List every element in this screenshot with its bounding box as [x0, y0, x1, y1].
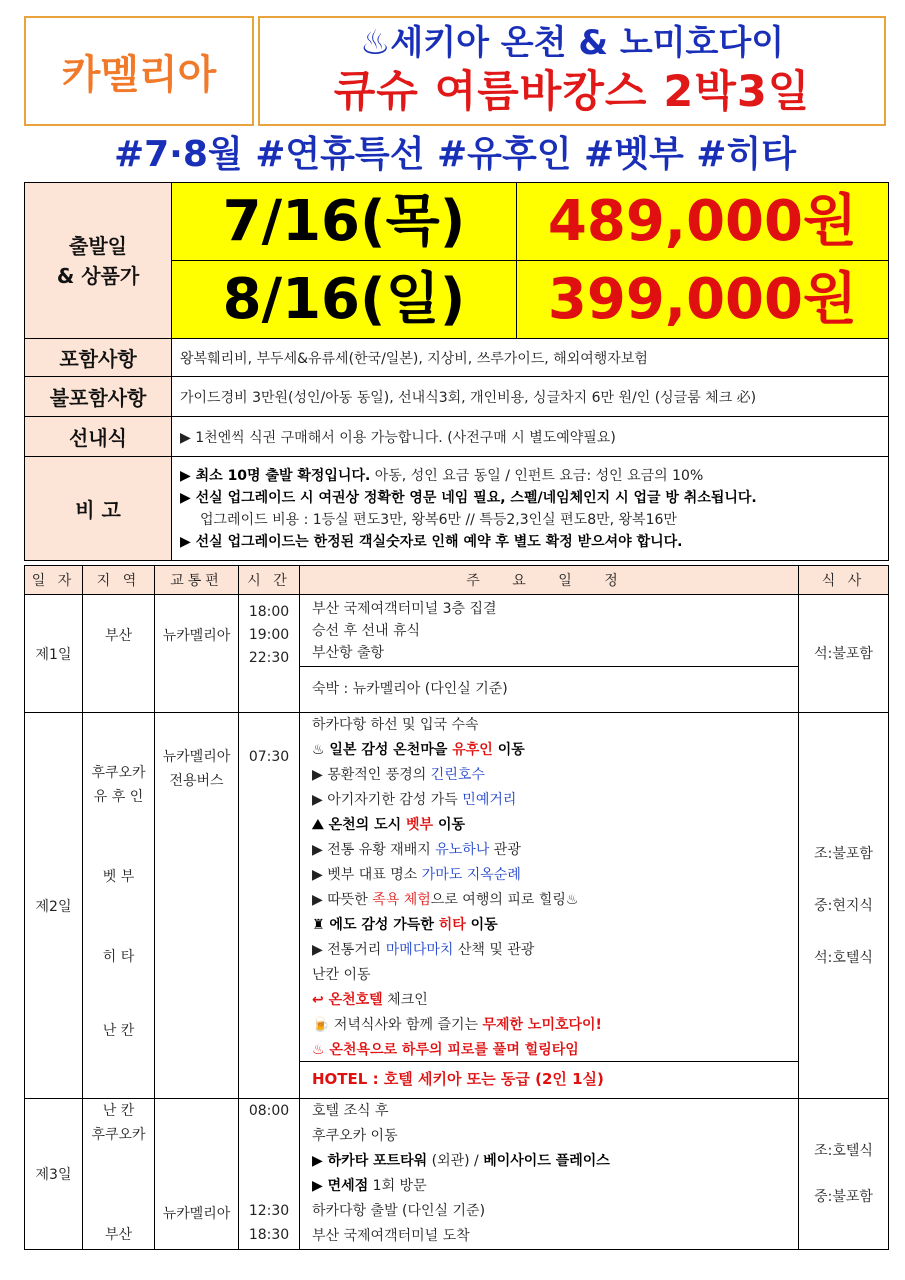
day1-meals: 석:불포함: [799, 595, 889, 713]
day2-meal-lunch: 중:현지식: [814, 897, 873, 914]
meal-label: 선내식: [25, 417, 172, 457]
departure-date-2: 8/16(일): [172, 261, 517, 339]
day3-row: [25, 1099, 889, 1250]
day2-region-nankan: 난 칸: [102, 1023, 135, 1039]
day1-item-3: 부산항 출항: [312, 645, 385, 661]
day3-region-fukuoka: 후쿠오카: [91, 1127, 146, 1143]
day2-transport-ferry: 뉴카멜리아: [162, 749, 231, 765]
day2-item-12: [312, 988, 786, 1013]
meal-text: ▶ 1천엔씩 식권 구매해서 이용 가능합니다. (사전구매 시 별도예약필요): [172, 417, 889, 457]
departure-label-line1: 출발일: [69, 233, 127, 258]
day2-region-fukuoka: 후쿠오카: [91, 765, 146, 781]
day2-meals: [799, 713, 889, 1099]
day1-item-1: 부산 국제여객터미널 3층 집결: [312, 601, 497, 617]
day2-item-14: ♨ 온천욕으로 하루의 피로를 풀며 힐링타임: [312, 1042, 579, 1058]
day3-time-3: 18:30: [248, 1227, 290, 1243]
day2-item-2: [312, 738, 786, 763]
schedule-header-row: [25, 566, 889, 595]
t: 관광: [489, 842, 521, 858]
day2-label: 제2일: [25, 713, 83, 1099]
t: 🍺 저녁식사와 함께 즐기는: [312, 1017, 483, 1033]
departure-label: [25, 183, 172, 339]
day2-item-1: 하카다항 하선 및 입국 수속: [312, 717, 479, 733]
note-2: ▶ 선실 업그레이드 시 여권상 정확한 영문 네임 필요, 스펠/네임체인지 시 업글 방 취소됩니다.: [180, 489, 757, 506]
day2-item-3: [312, 763, 786, 788]
day3-itinerary: [300, 1099, 799, 1250]
day2-row: [25, 713, 889, 1099]
included-label: 포함사항: [25, 339, 172, 377]
t: 긴린호수: [430, 767, 485, 783]
t: 족욕 체험: [372, 892, 431, 908]
day2-item-8: [312, 888, 786, 913]
col-time: 시 간: [239, 566, 300, 595]
hashtags: #7·8월 #연휴특선 #유후인 #벳부 #히타: [113, 134, 797, 175]
note-1-rest: 아동, 성인 요금 동일 / 인펀트 요금: 성인 요금의 10%: [370, 467, 704, 484]
day1-transport: 뉴카멜리아: [155, 595, 239, 713]
day1-item-2: 승선 후 선내 휴식: [312, 623, 421, 639]
day2-transport-bus: 전용버스: [169, 773, 224, 789]
t: ↩ 온천호텔: [312, 992, 383, 1008]
schedule-table: [24, 565, 889, 1250]
t: 산책 및 관광: [453, 942, 535, 958]
day3-times: [239, 1099, 300, 1250]
day3-transport: 뉴카멜리아: [155, 1099, 239, 1250]
day2-item-11: 난칸 이동: [312, 967, 371, 983]
day3-item-3: [312, 1149, 786, 1174]
day3-item-2: 후쿠오카 이동: [312, 1128, 398, 1144]
col-day: 일 자: [25, 566, 83, 595]
note-4: ▶ 선실 업그레이드는 한정된 객실숫자로 인해 예약 후 별도 확정 받으셔야 합니다.: [180, 533, 683, 550]
day2-region-hita: 히 타: [102, 949, 135, 965]
day3-meal-breakfast: 조:호텔식: [814, 1143, 873, 1159]
day3-meals: [799, 1099, 889, 1250]
day1-time-2: 19:00: [248, 627, 290, 643]
day1-time-3: 22:30: [248, 650, 290, 666]
day2-hotel: HOTEL : 호텔 세키아 또는 동급 (2인 1실): [300, 1061, 798, 1096]
col-transport: 교통편: [155, 566, 239, 595]
day2-region-yufuin: 유 후 인: [93, 789, 144, 805]
t: 이동: [433, 817, 466, 833]
day3-label: 제3일: [25, 1099, 83, 1250]
day2-item-4: [312, 788, 786, 813]
t: 민예거리: [462, 792, 517, 808]
day1-times: [239, 595, 300, 713]
day2-item-7: [312, 863, 786, 888]
day2-item-10: [312, 938, 786, 963]
day3-region-nankan: 난 칸: [102, 1103, 135, 1119]
day3-item-4: [312, 1174, 786, 1199]
day3-item-5: 하카다항 출발 (다인실 기준): [312, 1203, 486, 1219]
notes-label: 비 고: [25, 457, 172, 561]
day3-time-2: 12:30: [248, 1203, 290, 1219]
day3-regions: [83, 1099, 155, 1250]
t: ♨ 일본 감성 온천마을: [312, 742, 453, 758]
t: 체크인: [382, 992, 428, 1008]
day2-item-6: [312, 838, 786, 863]
t: ▶ 벳부 대표 명소: [312, 867, 422, 883]
t: 히타: [438, 917, 466, 933]
title-box: [258, 16, 886, 126]
price-2: 399,000원: [517, 261, 889, 339]
day1-itinerary: [300, 595, 799, 713]
brand-logo: 카멜리아: [24, 16, 254, 126]
day2-regions: [83, 713, 155, 1099]
t: 벳부: [406, 817, 434, 833]
col-region: 지 역: [83, 566, 155, 595]
t: ⛰ 온천의 도시: [312, 817, 407, 833]
day2-meal-dinner: 석:호텔식: [814, 949, 873, 966]
t: 이동: [465, 917, 498, 933]
day3-time-1: 08:00: [248, 1103, 290, 1119]
day2-transport: [155, 713, 239, 1099]
day3-meal-lunch: 중:불포함: [814, 1189, 873, 1205]
t: 으로 여행의 피로 힐링♨: [430, 892, 579, 908]
col-itinerary: 주 요 일 정: [300, 566, 799, 595]
t: ♜ 에도 감성 가득한: [312, 917, 439, 933]
day2-time: 07:30: [239, 713, 300, 1099]
col-meals: 식 사: [799, 566, 889, 595]
day1-region: 부산: [83, 595, 155, 713]
t: ▶ 전통거리: [312, 942, 386, 958]
info-table: [24, 182, 889, 561]
page-header: [24, 16, 886, 130]
t: ▶ 면세점: [312, 1178, 369, 1194]
excluded-text: 가이드경비 3만원(성인/아동 동일), 선내식3회, 개인비용, 싱글차지 6만 원/인 (싱글룸 체크 必): [172, 377, 889, 417]
t: 유후인: [452, 742, 493, 758]
title-line-2: 큐슈 여름바캉스 2박3일: [333, 67, 811, 117]
day1-lodging: 숙박 : 뉴카멜리아 (다인실 기준): [300, 666, 798, 711]
day2-meal-breakfast: 조:불포함: [814, 845, 873, 862]
notes-text: [172, 457, 889, 561]
departure-label-line2: & 상품가: [56, 263, 140, 288]
t: ▶ 몽환적인 풍경의: [312, 767, 431, 783]
day2-item-5: [312, 813, 786, 838]
day2-itinerary: [300, 713, 799, 1099]
t: 베이사이드 플레이스: [483, 1153, 610, 1169]
excluded-label: 불포함사항: [25, 377, 172, 417]
day1-label: 제1일: [25, 595, 83, 713]
note-3: 업그레이드 비용 : 1등실 편도3만, 왕복6만 // 특등2,3인실 편도8만, 왕복16만: [200, 511, 677, 528]
title-line-1: ♨세키아 온천 & 노미호다이: [359, 23, 785, 63]
t: ▶ 전통 유황 재배지: [312, 842, 436, 858]
t: 이동: [492, 742, 525, 758]
t: 가마도 지옥순례: [421, 867, 521, 883]
note-1-bold: ▶ 최소 10명 출발 확정입니다.: [180, 467, 371, 484]
day2-region-beppu: 벳 부: [102, 869, 135, 885]
day2-item-9: [312, 913, 786, 938]
t: 마메다마치: [385, 942, 454, 958]
t: (외관) /: [427, 1153, 484, 1169]
departure-date-1: 7/16(목): [172, 183, 517, 261]
note-1: [180, 465, 880, 487]
day3-region-busan: 부산: [104, 1227, 133, 1243]
day3-item-1: 호텔 조식 후: [312, 1103, 389, 1119]
day1-time-1: 18:00: [248, 604, 290, 620]
price-1: 489,000원: [517, 183, 889, 261]
t: 유노하나: [435, 842, 490, 858]
day1-row: [25, 595, 889, 713]
t: ▶ 하카타 포트타워: [312, 1153, 428, 1169]
t: ▶ 아기자기한 감성 가득: [312, 792, 463, 808]
day2-item-13: [312, 1013, 786, 1038]
t: 1회 방문: [368, 1178, 427, 1194]
day3-item-6: 부산 국제여객터미널 도착: [312, 1228, 470, 1244]
included-text: 왕복훼리비, 부두세&유류세(한국/일본), 지상비, 쓰루가이드, 해외여행자보험: [172, 339, 889, 377]
t: ▶ 따뜻한: [312, 892, 373, 908]
t: 무제한 노미호다이!: [482, 1017, 602, 1033]
